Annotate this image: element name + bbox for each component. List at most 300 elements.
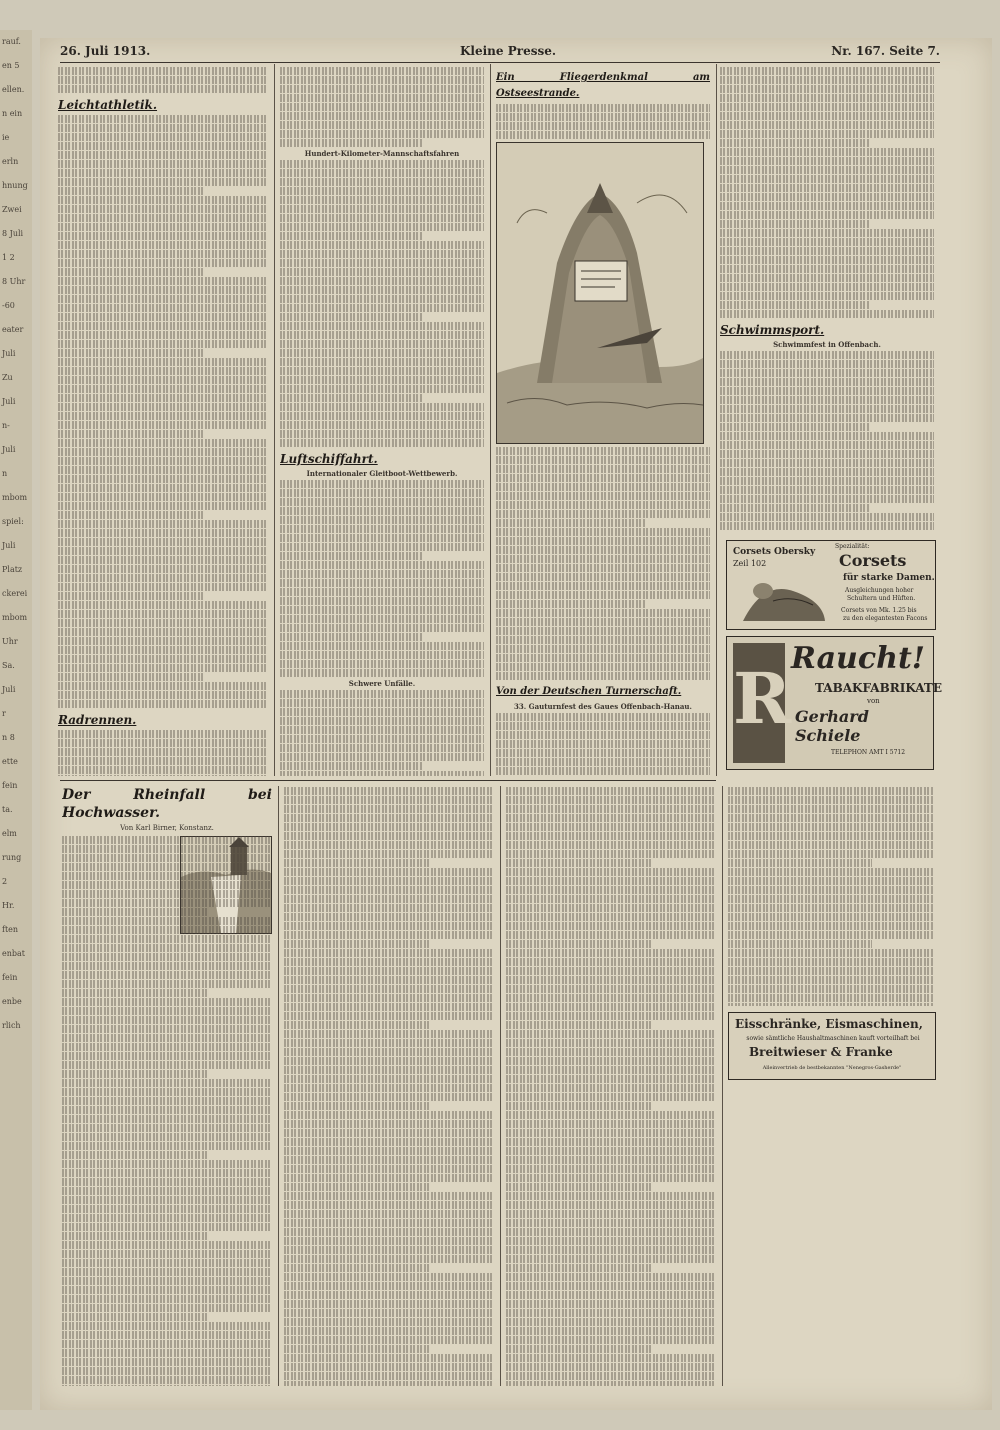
illegible-text-line [284, 1165, 494, 1173]
illegible-text-line [284, 1300, 494, 1308]
illegible-text-line [728, 958, 934, 966]
tabak-telephone: TELEPHON AMT I 5712 [831, 749, 906, 756]
illegible-text-line [58, 673, 205, 681]
illegible-text-line [280, 67, 484, 75]
illegible-text-line [506, 814, 716, 822]
illegible-text-line [506, 976, 716, 984]
heading-radrennen: Radrennen. [58, 713, 137, 727]
illegible-text-line [280, 85, 484, 93]
illegible-text-line [506, 1201, 716, 1209]
illegible-text-line [496, 474, 710, 482]
illegible-text-line [506, 949, 716, 957]
strip-fragment: Juli [2, 445, 16, 454]
illegible-text-line [58, 394, 268, 402]
illegible-text-line [506, 1183, 653, 1191]
illegible-text-line [284, 1102, 431, 1110]
illegible-text-line [496, 113, 710, 121]
header-rule [60, 62, 940, 63]
illegible-text-line [284, 1012, 494, 1020]
illegible-text-line [284, 1210, 494, 1218]
illegible-text-line [280, 76, 484, 84]
column-divider [722, 786, 723, 1386]
strip-fragment: Juli [2, 685, 16, 694]
illegible-text-line [506, 886, 716, 894]
illegible-text-line [284, 1264, 431, 1272]
eis-brand: Breitwieser & Franke [749, 1045, 893, 1059]
strip-fragment: Platz [2, 565, 23, 574]
strip-fragment: ta. [2, 805, 13, 814]
illegible-text-line [720, 414, 934, 422]
corsets-note-3: Corsets von Mk. 1.25 bis [841, 607, 917, 614]
illegible-text-line [62, 1232, 209, 1240]
illegible-text-line [720, 396, 934, 404]
illegible-text-line [284, 1075, 494, 1083]
illegible-text-line [62, 1304, 272, 1312]
illegible-text-line [506, 985, 716, 993]
illegible-text-line [62, 1007, 272, 1015]
subhead-gleitboot: Internationaler Gleitboot-Wettbewerb. [306, 469, 458, 478]
illegible-text-line [280, 214, 484, 222]
illegible-text-line [506, 1318, 716, 1326]
illegible-text-line [284, 1174, 494, 1182]
illegible-text-line [62, 845, 272, 853]
illegible-text-line [280, 139, 423, 147]
illegible-text-line [58, 313, 268, 321]
illegible-text-line [506, 1192, 716, 1200]
monument-illustration [496, 142, 704, 444]
illegible-text-line [284, 1327, 494, 1335]
illegible-text-line [284, 958, 494, 966]
illegible-text-line [284, 832, 494, 840]
illegible-text-line [62, 899, 272, 907]
illegible-text-line [284, 940, 431, 948]
strip-fragment: eater [2, 325, 24, 334]
illegible-text-line [280, 744, 484, 752]
illegible-text-line [284, 1156, 494, 1164]
illegible-text-line [728, 823, 934, 831]
illegible-text-line [496, 582, 710, 590]
illegible-text-line [284, 1228, 494, 1236]
illegible-text-line [506, 1156, 716, 1164]
illegible-text-line [506, 1255, 716, 1263]
illegible-text-line [58, 286, 268, 294]
illegible-text-line [506, 1147, 716, 1155]
illegible-text-line [58, 748, 268, 756]
illegible-text-line [284, 1192, 494, 1200]
illegible-text-line [62, 872, 272, 880]
illegible-text-line [506, 958, 716, 966]
illegible-text-line [58, 547, 268, 555]
illegible-text-line [728, 868, 934, 876]
illegible-text-line [496, 510, 710, 518]
strip-fragment: Juli [2, 541, 16, 550]
illegible-text-line [496, 537, 710, 545]
illegible-text-line [62, 917, 272, 925]
illegible-text-line [284, 1147, 494, 1155]
strip-fragment: en 5 [2, 61, 20, 70]
illegible-text-line [496, 663, 710, 671]
illegible-text-line [62, 989, 209, 997]
illegible-text-line [58, 403, 268, 411]
illegible-text-line [62, 1205, 272, 1213]
illegible-text-line [280, 349, 484, 357]
illegible-text-line [720, 283, 934, 291]
illegible-text-line [280, 94, 484, 102]
illegible-text-line [728, 904, 934, 912]
illegible-text-line [506, 1354, 716, 1362]
column-divider [490, 64, 491, 776]
strip-fragment: r [2, 709, 6, 718]
illegible-text-line [506, 1309, 716, 1317]
illegible-text-line [496, 645, 710, 653]
illegible-text-line [280, 187, 484, 195]
illegible-text-line [58, 775, 268, 776]
strip-fragment: 8 Uhr [2, 277, 26, 286]
illegible-text-line [280, 762, 423, 770]
illegible-text-line [62, 1259, 272, 1267]
illegible-text-line [720, 441, 934, 449]
heading-turnerschaft: Von der Deutschen Turnerschaft. [496, 686, 682, 697]
illegible-text-line [506, 787, 716, 795]
illegible-text-line [58, 664, 268, 672]
illegible-text-line [720, 94, 934, 102]
illegible-text-line [58, 511, 205, 519]
illegible-text-line [284, 922, 494, 930]
illegible-text-line [506, 1039, 716, 1047]
illegible-text-line [58, 565, 268, 573]
illegible-text-line [284, 1201, 494, 1209]
illegible-text-line [284, 1048, 494, 1056]
illegible-text-line [728, 886, 934, 894]
illegible-text-line [280, 376, 484, 384]
illegible-text-line [58, 682, 268, 690]
illegible-text-line [720, 238, 934, 246]
illegible-text-line [280, 480, 484, 488]
illegible-text-line [58, 133, 268, 141]
illegible-text-line [58, 142, 268, 150]
illegible-text-line [506, 1120, 716, 1128]
feature-column-1 [62, 786, 272, 1386]
illegible-text-line [284, 1336, 494, 1344]
illegible-text-line [284, 787, 494, 795]
illegible-text-line [280, 606, 484, 614]
illegible-text-line [496, 501, 710, 509]
illegible-text-line [496, 555, 710, 563]
illegible-text-line [496, 600, 646, 608]
illegible-text-line [506, 1273, 716, 1281]
strip-fragment: Juli [2, 397, 16, 406]
illegible-text-line [496, 767, 710, 775]
illegible-text-line [720, 130, 934, 138]
illegible-text-line [720, 450, 934, 458]
header-issue: Nr. 167. Seite 7. [831, 44, 940, 58]
illegible-text-line [58, 556, 268, 564]
illegible-text-line [284, 913, 494, 921]
illegible-text-line [506, 859, 653, 867]
illegible-text-line [284, 1363, 494, 1371]
tabak-advertisement [726, 636, 942, 770]
heading-leichtathletik: Leichtathletik. [58, 98, 158, 112]
illegible-text-line [496, 447, 710, 455]
illegible-text-line [284, 823, 494, 831]
illegible-text-line [496, 731, 710, 739]
illegible-text-line [58, 475, 268, 483]
illegible-text-line [62, 1241, 272, 1249]
illegible-text-line [280, 525, 484, 533]
illegible-text-line [506, 967, 716, 975]
illegible-text-line [280, 277, 484, 285]
illegible-text-line [728, 859, 872, 867]
illegible-text-line [62, 1250, 272, 1258]
subhead-mannschaftsfahren: Hundert-Kilometer-Mannschaftsfahren [304, 149, 460, 158]
illegible-text-line [506, 805, 716, 813]
corsets-special: Spezialität: [835, 543, 870, 550]
illegible-text-line [506, 868, 716, 876]
illegible-text-line [728, 832, 934, 840]
illegible-text-line [58, 331, 268, 339]
illegible-text-line [58, 367, 268, 375]
illegible-text-line [506, 1102, 653, 1110]
strip-fragment: rauf. [2, 37, 21, 46]
illegible-text-line [720, 103, 934, 111]
illegible-text-line [720, 459, 934, 467]
illegible-text-line [506, 823, 716, 831]
illegible-text-line [58, 457, 268, 465]
illegible-text-line [506, 1066, 716, 1074]
strip-fragment: fein [2, 781, 18, 790]
illegible-text-line [62, 1169, 272, 1177]
illegible-text-line [728, 940, 872, 948]
illegible-text-line [506, 1012, 716, 1020]
illegible-text-line [284, 877, 494, 885]
feature-title: Der Rheinfall bei Hochwasser. [62, 787, 272, 821]
illegible-text-line [720, 202, 934, 210]
illegible-text-line [58, 268, 205, 276]
illegible-text-line [720, 247, 934, 255]
illegible-text-line [58, 619, 268, 627]
illegible-text-line [284, 931, 494, 939]
illegible-text-line [496, 465, 710, 473]
illegible-text-line [62, 1295, 272, 1303]
illegible-text-line [280, 259, 484, 267]
illegible-text-line [284, 1273, 494, 1281]
illegible-text-line [58, 385, 268, 393]
illegible-text-line [280, 340, 484, 348]
illegible-text-line [506, 1003, 716, 1011]
illegible-text-line [506, 832, 716, 840]
illegible-text-line [280, 579, 484, 587]
illegible-text-line [62, 1340, 272, 1348]
illegible-text-line [720, 468, 934, 476]
tabak-letter-R: R [733, 643, 785, 763]
illegible-text-line [62, 908, 209, 916]
illegible-text-line [720, 139, 870, 147]
eisschraenke-advertisement [728, 1012, 936, 1080]
strip-fragment: -60 [2, 301, 15, 310]
illegible-text-line [280, 250, 484, 258]
illegible-text-line [506, 913, 716, 921]
illegible-text-line [280, 717, 484, 725]
column-divider [278, 786, 279, 1386]
illegible-text-line [280, 130, 484, 138]
illegible-text-line [280, 615, 484, 623]
illegible-text-line [720, 292, 934, 300]
strip-fragment: spiel: [2, 517, 24, 526]
strip-fragment: erln [2, 157, 19, 166]
illegible-text-line [280, 394, 423, 402]
corsets-note-1: Ausgleichungen hoher [845, 587, 914, 594]
illegible-text-line [58, 466, 268, 474]
illegible-text-line [58, 484, 268, 492]
heading-luftschiffahrt: Luftschiffahrt. [280, 452, 378, 466]
illegible-text-line [284, 796, 494, 804]
illegible-text-line [58, 232, 268, 240]
illegible-text-line [496, 131, 710, 139]
illegible-text-line [720, 67, 934, 75]
illegible-text-line [62, 1061, 272, 1069]
illegible-text-line [280, 690, 484, 698]
illegible-text-line [728, 985, 934, 993]
illegible-text-line [284, 1111, 494, 1119]
illegible-text-line [506, 1084, 716, 1092]
illegible-text-line [496, 519, 646, 527]
illegible-text-line [496, 654, 710, 662]
illegible-text-line [506, 931, 716, 939]
strip-fragment: Zu [2, 373, 13, 382]
illegible-text-line [62, 953, 272, 961]
illegible-text-line [62, 890, 272, 898]
illegible-text-line [728, 877, 934, 885]
illegible-text-line [720, 85, 934, 93]
illegible-text-line [280, 103, 484, 111]
illegible-text-line [280, 430, 484, 438]
illegible-text-line [62, 1016, 272, 1024]
illegible-text-line [58, 277, 268, 285]
illegible-text-line [284, 805, 494, 813]
illegible-text-line [62, 1322, 272, 1330]
illegible-text-line [284, 1282, 494, 1290]
illegible-text-line [728, 976, 934, 984]
illegible-text-line [280, 669, 484, 677]
illegible-text-line [720, 148, 934, 156]
illegible-text-line [58, 439, 268, 447]
illegible-text-line [280, 534, 484, 542]
column-sport-1 [58, 66, 268, 776]
illegible-text-line [496, 627, 710, 635]
illegible-text-line [280, 160, 484, 168]
illegible-text-line [284, 814, 494, 822]
illegible-text-line [720, 432, 934, 440]
illegible-text-line [62, 1349, 272, 1357]
strip-fragment: Sa. [2, 661, 15, 670]
illegible-text-line [496, 456, 710, 464]
illegible-text-line [58, 766, 268, 774]
illegible-text-line [62, 971, 272, 979]
illegible-text-line [62, 1268, 272, 1276]
illegible-text-line [720, 301, 870, 309]
illegible-text-line [62, 863, 272, 871]
illegible-text-line [284, 1372, 494, 1380]
illegible-text-line [58, 601, 268, 609]
illegible-text-line [280, 753, 484, 761]
illegible-text-line [58, 241, 268, 249]
illegible-text-line [720, 211, 934, 219]
illegible-text-line [496, 722, 710, 730]
corsets-subtitle: für starke Damen. [843, 573, 935, 583]
illegible-text-line [280, 642, 484, 650]
illegible-text-line [506, 1111, 716, 1119]
illegible-text-line [62, 1133, 272, 1141]
illegible-text-line [58, 739, 268, 747]
illegible-text-line [280, 507, 484, 515]
illegible-text-line [720, 220, 870, 228]
illegible-text-line [58, 76, 268, 84]
illegible-text-line [62, 1223, 272, 1231]
illegible-text-line [62, 1088, 272, 1096]
column-divider [274, 64, 275, 776]
illegible-text-line [280, 771, 484, 776]
illegible-text-line [280, 570, 484, 578]
illegible-text-line [58, 322, 268, 330]
illegible-text-line [62, 836, 272, 844]
strip-fragment: mbom [2, 613, 28, 622]
illegible-text-line [284, 1237, 494, 1245]
header-date: 26. Juli 1913. [60, 44, 151, 58]
strip-fragment: fein [2, 973, 18, 982]
feature-byline: Von Karl Birner, Konstanz. [120, 824, 214, 832]
illegible-text-line [720, 121, 934, 129]
illegible-text-line [506, 1300, 716, 1308]
illegible-text-line [58, 151, 268, 159]
illegible-text-line [280, 196, 484, 204]
illegible-text-line [720, 513, 934, 521]
illegible-text-line [58, 205, 268, 213]
illegible-text-line [58, 349, 205, 357]
illegible-text-line [496, 492, 710, 500]
illegible-text-line [58, 538, 268, 546]
illegible-text-line [506, 904, 716, 912]
illegible-text-line [280, 241, 484, 249]
illegible-text-line [284, 904, 494, 912]
illegible-text-line [58, 115, 268, 123]
strip-fragment: enbe [2, 997, 22, 1006]
illegible-text-line [58, 187, 205, 195]
illegible-text-line [284, 1030, 494, 1038]
illegible-text-line [62, 1106, 272, 1114]
illegible-text-line [720, 504, 870, 512]
illegible-text-line [728, 994, 934, 1002]
strip-fragment: ckerei [2, 589, 28, 598]
illegible-text-line [496, 672, 710, 680]
illegible-text-line [62, 1376, 272, 1384]
illegible-text-line [58, 340, 268, 348]
illegible-text-line [58, 259, 268, 267]
illegible-text-line [496, 591, 710, 599]
illegible-text-line [284, 868, 494, 876]
illegible-text-line [58, 376, 268, 384]
illegible-text-line [58, 448, 268, 456]
section-rule [60, 780, 716, 781]
illegible-text-line [284, 1093, 494, 1101]
illegible-text-line [284, 1129, 494, 1137]
illegible-text-line [720, 184, 934, 192]
strip-fragment: Hr. [2, 901, 15, 910]
illegible-text-line [280, 561, 484, 569]
strip-fragment: n [2, 469, 8, 478]
eis-title: Eisschränke, Eismaschinen, [735, 1017, 923, 1031]
illegible-text-line [284, 1381, 494, 1386]
illegible-text-line [728, 967, 934, 975]
